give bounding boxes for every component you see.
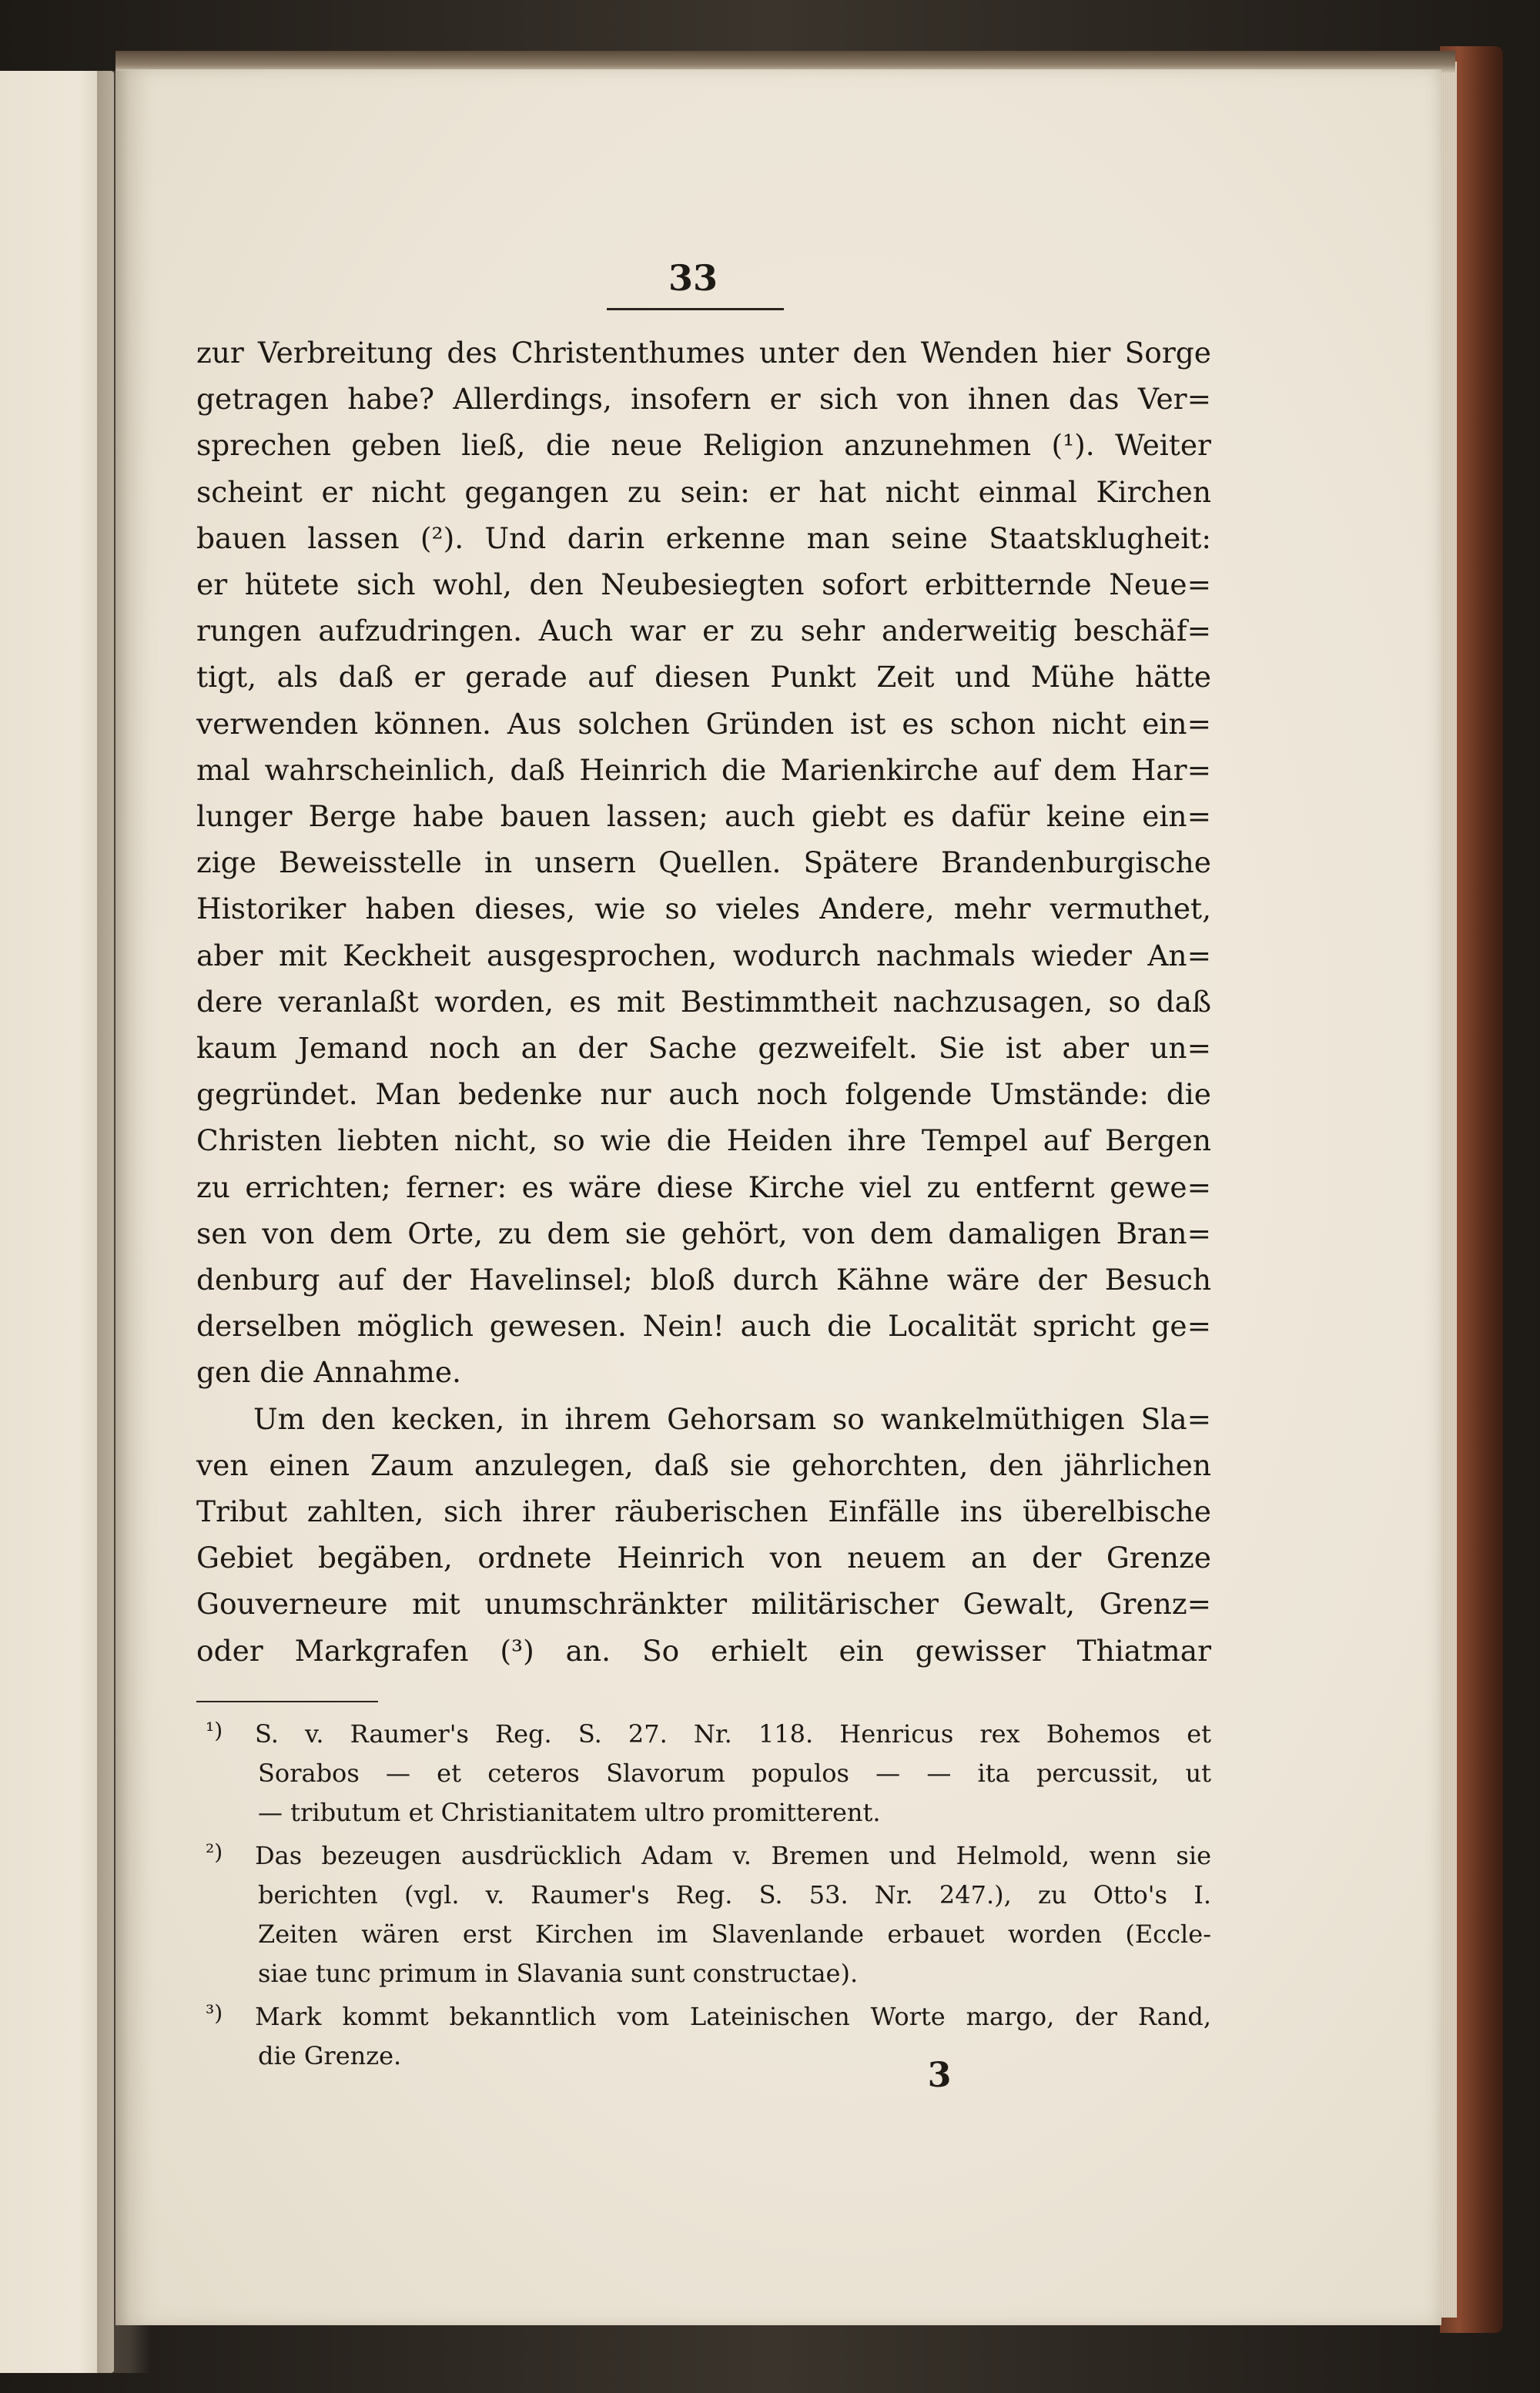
text-line: oder Markgrafen (³) an. So erhielt ein gewisser Thiatmar xyxy=(196,1633,1211,1668)
text-line: lunger Berge habe bauen lassen; auch giebt es dafür keine ein= xyxy=(196,799,1211,834)
text-line: gen die Annahme. xyxy=(196,1355,461,1390)
footnote-marker: ¹) xyxy=(206,1718,223,1743)
footnote-text: S. v. Raumer's Reg. S. 27. Nr. 118. Henricus rex Bohemos et xyxy=(255,1719,1211,1749)
text-line: gegründet. Man bedenke nur auch noch folgende Umstände: die xyxy=(196,1077,1211,1112)
text-line: sen von dem Orte, zu dem sie gehört, von dem damaligen Bran= xyxy=(196,1216,1211,1250)
text-line: aber mit Keckheit ausgesprochen, wodurch nachmals wieder An= xyxy=(196,938,1211,972)
text-line: Tribut zahlten, sich ihrer räuberischen Einfälle ins überelbische xyxy=(196,1494,1211,1529)
footnote-rule xyxy=(196,1701,378,1702)
printer-signature: 3 xyxy=(927,2056,952,2095)
text-line: Gebiet begäben, ordnete Heinrich von neuem an der Grenze xyxy=(196,1541,1211,1575)
text-line: mal wahrscheinlich, daß Heinrich die Marienkirche auf dem Har= xyxy=(196,752,1211,787)
text-line: tigt, als daß er gerade auf diesen Punkt Zeit und Mühe hätte xyxy=(196,660,1211,694)
text-line: Um den kecken, in ihrem Gehorsam so wankelmüthigen Sla= xyxy=(253,1401,1211,1436)
footnote-text: Mark kommt bekanntlich vom Lateinischen Worte margo, der Rand, xyxy=(255,2002,1211,2031)
text-line: ven einen Zaum anzulegen, daß sie gehorchten, den jährlichen xyxy=(196,1448,1211,1482)
footnote-marker: ³) xyxy=(206,2000,223,2026)
text-line: er hütete sich wohl, den Neubesiegten sofort erbitternde Neue= xyxy=(196,567,1211,602)
footnote-1-line xyxy=(196,1711,1211,1754)
footnote-3-line: die Grenze. xyxy=(258,2041,402,2070)
footnote-2-line xyxy=(196,1832,1211,1876)
footnote-3-line xyxy=(196,1993,1211,2037)
text-line: rungen aufzudringen. Auch war er zu sehr anderweitig beschäf= xyxy=(196,614,1211,648)
text-line: derselben möglich gewesen. Nein! auch die Localität spricht ge= xyxy=(196,1309,1211,1344)
text-line: kaum Jemand noch an der Sache gezweifelt. Sie ist aber un= xyxy=(196,1031,1211,1066)
text-line: dere veranlaßt worden, es mit Bestimmtheit nachzusagen, so daß xyxy=(196,984,1211,1019)
footnote-1-line: Sorabos — et ceteros Slavorum populos — — ita percussit, ut xyxy=(258,1759,1211,1788)
text-line: verwenden können. Aus solchen Gründen ist es schon nicht ein= xyxy=(196,706,1211,741)
footnote-marker: ²) xyxy=(206,1839,223,1865)
text-line: Christen liebten nicht, so wie die Heiden ihre Tempel auf Bergen xyxy=(196,1123,1211,1158)
text-line: zu errichten; ferner: es wäre diese Kirche viel zu entfernt gewe= xyxy=(196,1170,1211,1204)
text-line: getragen habe? Allerdings, insofern er sich von ihnen das Ver= xyxy=(196,382,1211,417)
page-number: 33 xyxy=(668,257,718,299)
main-text xyxy=(196,330,1211,1674)
footnote-1-line: — tributum et Christianitatem ultro promitterent. xyxy=(258,1798,881,1827)
text-line: Historiker haben dieses, wie so vieles Andere, mehr vermuthet, xyxy=(196,892,1211,926)
footnote-2-line: Zeiten wären erst Kirchen im Slavenlande erbauet worden (Eccle- xyxy=(258,1919,1211,1949)
footnote-2-line: berichten (vgl. v. Raumer's Reg. S. 53. Nr. 247.), zu Otto's I. xyxy=(258,1880,1211,1909)
footnote-text: Das bezeugen ausdrücklich Adam v. Bremen und Helmold, wenn sie xyxy=(255,1841,1211,1870)
header-rule xyxy=(607,308,784,310)
text-line: bauen lassen (²). Und darin erkenne man seine Staatsklugheit: xyxy=(196,520,1211,555)
footnote-2-line: siae tunc primum in Slavania sunt constructae). xyxy=(258,1959,859,1988)
text-line: Gouverneure mit unumschränkter militärischer Gewalt, Grenz= xyxy=(196,1587,1211,1622)
book-gutter-shadow xyxy=(97,71,151,2373)
text-line: zur Verbreitung des Christenthumes unter den Wenden hier Sorge xyxy=(196,336,1211,370)
text-line: denburg auf der Havelinsel; bloß durch Kähne wäre der Besuch xyxy=(196,1263,1211,1297)
text-line: zige Beweisstelle in unsern Quellen. Spätere Brandenburgische xyxy=(196,845,1211,880)
footnotes xyxy=(196,1711,1211,2076)
text-line: scheint er nicht gegangen zu sein: er hat nicht einmal Kirchen xyxy=(196,474,1211,509)
text-line: sprechen geben ließ, die neue Religion anzunehmen (¹). Weiter xyxy=(196,428,1211,463)
